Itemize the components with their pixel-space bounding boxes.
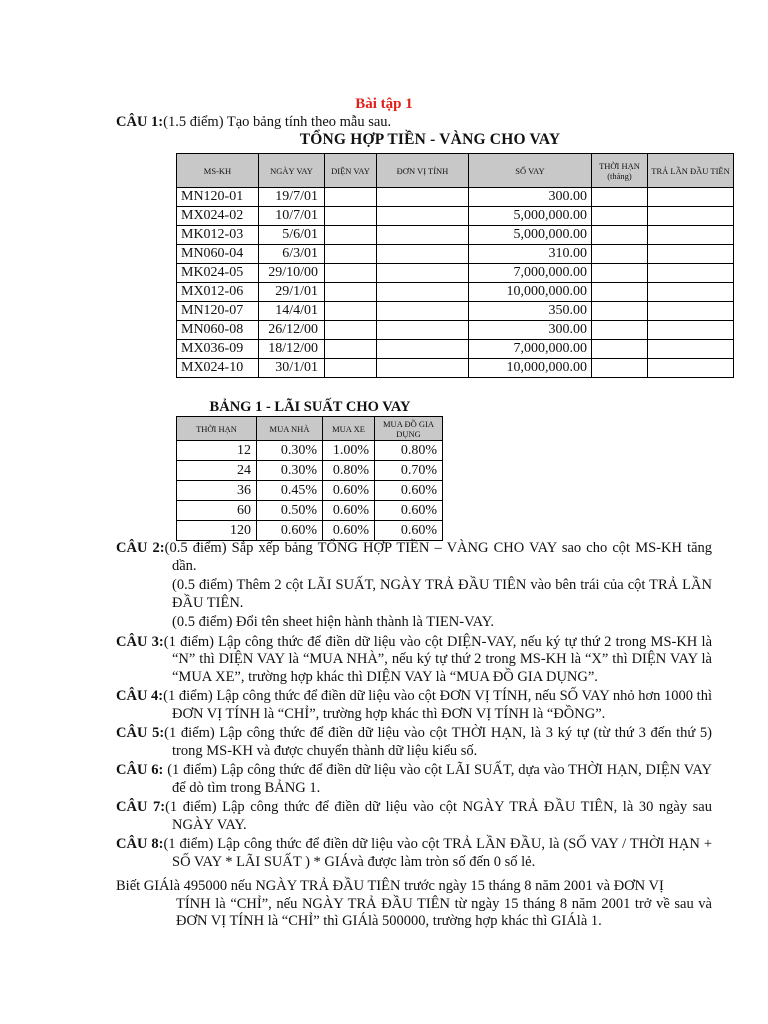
ms-kh-cell: MX024-10 xyxy=(177,359,259,378)
thoi-han-cell xyxy=(592,359,648,378)
ngay-vay-cell: 26/12/00 xyxy=(259,321,325,340)
question-4-text: (1 điểm) Lập công thức để điền dữ liệu vào cột ĐƠN VỊ TÍNH, nếu SỐ VAY nhỏ hơn 1000 thì ĐƠN VỊ TÍNH là “CHỈ”, trường hợp khác thì ĐƠN VỊ TÍNH là “ĐỒNG”. xyxy=(163,688,712,722)
mua-nha-cell: 0.50% xyxy=(257,501,323,521)
question-2-label: CÂU 2: xyxy=(116,540,165,556)
so-vay-cell: 5,000,000.00 xyxy=(469,207,592,226)
dien-vay-cell xyxy=(325,264,377,283)
dien-vay-cell xyxy=(325,340,377,359)
question-1 xyxy=(116,114,391,131)
thoi-han-cell: 120 xyxy=(177,521,257,541)
don-vi-tinh-cell xyxy=(377,321,469,340)
price-note xyxy=(116,878,712,931)
header-don-vi-tinh: ĐƠN VỊ TÍNH xyxy=(377,154,469,188)
thoi-han-cell: 60 xyxy=(177,501,257,521)
ms-kh-cell: MK024-05 xyxy=(177,264,259,283)
dien-vay-cell xyxy=(325,226,377,245)
question-5 xyxy=(116,725,712,760)
don-vi-tinh-cell xyxy=(377,207,469,226)
question-2-text: (0.5 điểm) Sắp xếp bảng TỔNG HỢP TIỀN – VÀNG CHO VAY sao cho cột MS-KH tăng dần. xyxy=(164,540,713,574)
questions-body xyxy=(116,540,712,873)
ms-kh-cell: MX036-09 xyxy=(177,340,259,359)
tra-lan-dau-cell xyxy=(648,226,734,245)
tra-lan-dau-cell xyxy=(648,283,734,302)
thoi-han-cell xyxy=(592,302,648,321)
mua-nha-cell: 0.45% xyxy=(257,481,323,501)
thoi-han-cell xyxy=(592,321,648,340)
question-8-label: CÂU 8: xyxy=(116,836,164,852)
mua-nha-cell: 0.60% xyxy=(257,521,323,541)
header-ngay-vay: NGÀY VAY xyxy=(259,154,325,188)
don-vi-tinh-cell xyxy=(377,188,469,207)
don-vi-tinh-cell xyxy=(377,226,469,245)
rate-row xyxy=(177,461,443,481)
tra-lan-dau-cell xyxy=(648,302,734,321)
question-3 xyxy=(116,634,712,687)
question-3-label: CÂU 3: xyxy=(116,633,164,650)
mua-xe-cell: 0.80% xyxy=(323,461,375,481)
loan-summary-table xyxy=(176,153,734,378)
header-ms-kh: MS-KH xyxy=(177,154,259,188)
ms-kh-cell: MN060-04 xyxy=(177,245,259,264)
mua-do-gia-dung-cell: 0.60% xyxy=(375,521,443,541)
table-row xyxy=(177,283,734,302)
mua-xe-cell: 0.60% xyxy=(323,481,375,501)
thoi-han-cell xyxy=(592,207,648,226)
table-row xyxy=(177,188,734,207)
ngay-vay-cell: 6/3/01 xyxy=(259,245,325,264)
ngay-vay-cell: 5/6/01 xyxy=(259,226,325,245)
ngay-vay-cell: 19/7/01 xyxy=(259,188,325,207)
dien-vay-cell xyxy=(325,302,377,321)
tra-lan-dau-cell xyxy=(648,188,734,207)
question-7-label: CÂU 7: xyxy=(116,799,166,815)
question-4-label: CÂU 4: xyxy=(116,688,164,704)
header-dien-vay: DIỆN VAY xyxy=(325,154,377,188)
mua-xe-cell: 0.60% xyxy=(323,521,375,541)
mua-do-gia-dung-cell: 0.60% xyxy=(375,501,443,521)
tra-lan-dau-cell xyxy=(648,264,734,283)
table-row xyxy=(177,264,734,283)
rate-table-title: BẢNG 1 - LÃI SUẤT CHO VAY xyxy=(209,399,411,415)
question-8 xyxy=(116,836,712,871)
mua-do-gia-dung-cell: 0.80% xyxy=(375,441,443,461)
table-row xyxy=(177,245,734,264)
header-so-vay: SỐ VAY xyxy=(469,154,592,188)
mua-nha-cell: 0.30% xyxy=(257,441,323,461)
rate-header-thoi-han: THỜI HẠN xyxy=(177,417,257,441)
don-vi-tinh-cell xyxy=(377,264,469,283)
mua-xe-cell: 0.60% xyxy=(323,501,375,521)
thoi-han-cell xyxy=(592,245,648,264)
ngay-vay-cell: 10/7/01 xyxy=(259,207,325,226)
dien-vay-cell xyxy=(325,321,377,340)
question-5-text: (1 điểm) Lập công thức để điền dữ liệu vào cột THỜI HẠN, là 3 ký tự (từ thứ 3 đến thứ 5) trong MS-KH và được chuyển thành dữ liệu kiểu số. xyxy=(164,725,712,759)
question-1-text: (1.5 điểm) Tạo bảng tính theo mẫu sau. xyxy=(163,114,392,130)
dien-vay-cell xyxy=(325,359,377,378)
rate-header-mua-do-gia-dung: MUA ĐỒ GIA DỤNG xyxy=(375,417,443,441)
thoi-han-cell: 36 xyxy=(177,481,257,501)
question-2-sub-2: (0.5 điểm) Đổi tên sheet hiện hành thành là TIEN-VAY. xyxy=(172,614,495,630)
mua-do-gia-dung-cell: 0.70% xyxy=(375,461,443,481)
question-4 xyxy=(116,688,712,723)
table-row xyxy=(177,207,734,226)
mua-do-gia-dung-cell: 0.60% xyxy=(375,481,443,501)
tra-lan-dau-cell xyxy=(648,207,734,226)
mua-xe-cell: 1.00% xyxy=(323,441,375,461)
ngay-vay-cell: 29/1/01 xyxy=(259,283,325,302)
question-8-text: (1 điểm) Lập công thức để điền dữ liệu vào cột TRẢ LẦN ĐẦU, là (SỐ VAY / THỜI HẠN + SỐ VAY * LÃI SUẤT ) * GIÁvà được làm tròn số đến 0 số lẻ. xyxy=(163,836,712,870)
rate-row xyxy=(177,501,443,521)
don-vi-tinh-cell xyxy=(377,245,469,264)
ngay-vay-cell: 30/1/01 xyxy=(259,359,325,378)
so-vay-cell: 10,000,000.00 xyxy=(469,359,592,378)
rate-header-mua-xe: MUA XE xyxy=(323,417,375,441)
price-note-rest: TÍNH là “CHỈ”, nếu NGÀY TRẢ ĐẦU TIÊN từ ngày 15 tháng 8 năm 2001 trở về sau và ĐƠN VỊ TÍNH là “CHỈ” thì GIÁlà 500000, trường hợp khác thì GIÁlà 1. xyxy=(176,895,712,929)
header-thoi-han: THỜI HẠN (tháng) xyxy=(592,154,648,188)
thoi-han-cell xyxy=(592,264,648,283)
so-vay-cell: 310.00 xyxy=(469,245,592,264)
tra-lan-dau-cell xyxy=(648,321,734,340)
table-row xyxy=(177,340,734,359)
ms-kh-cell: MX024-02 xyxy=(177,207,259,226)
rate-row xyxy=(177,521,443,541)
thoi-han-cell xyxy=(592,340,648,359)
tra-lan-dau-cell xyxy=(648,245,734,264)
ms-kh-cell: MN060-08 xyxy=(177,321,259,340)
rate-header-row xyxy=(177,417,443,441)
dien-vay-cell xyxy=(325,245,377,264)
question-1-label: CÂU 1: xyxy=(116,114,164,130)
interest-rate-table xyxy=(176,416,443,541)
don-vi-tinh-cell xyxy=(377,302,469,321)
so-vay-cell: 7,000,000.00 xyxy=(469,340,592,359)
ms-kh-cell: MN120-07 xyxy=(177,302,259,321)
so-vay-cell: 300.00 xyxy=(469,321,592,340)
price-note-line-1: Biết GIÁlà 495000 nếu NGÀY TRẢ ĐẦU TIÊN trước ngày 15 tháng 8 năm 2001 và ĐƠN VỊ xyxy=(116,878,664,894)
question-2 xyxy=(116,540,712,575)
dien-vay-cell xyxy=(325,283,377,302)
question-3-text: (1 điểm) Lập công thức để điền dữ liệu vào cột DIỆN-VAY, nếu ký tự thứ 2 trong MS-KH là “N” thì DIỆN VAY là “MUA NHÀ”, nếu ký tự thứ 2 trong MS-KH là “X” thì DIỆN VAY là “MUA XE”, trường hợp khác thì DIỆN VAY là “MUA ĐỒ GIA DỤNG”. xyxy=(163,633,713,685)
thoi-han-cell xyxy=(592,188,648,207)
question-6-label: CÂU 6: xyxy=(116,762,164,778)
rate-header-mua-nha: MUA NHÀ xyxy=(257,417,323,441)
table-row xyxy=(177,359,734,378)
ngay-vay-cell: 14/4/01 xyxy=(259,302,325,321)
thoi-han-cell: 12 xyxy=(177,441,257,461)
ngay-vay-cell: 29/10/00 xyxy=(259,264,325,283)
ngay-vay-cell: 18/12/00 xyxy=(259,340,325,359)
question-6-text: (1 điểm) Lập công thức để điền dữ liệu vào cột LÃI SUẤT, dựa vào THỜI HẠN, DIỆN VAY để dò tìm trong BẢNG 1. xyxy=(163,762,712,796)
rate-row xyxy=(177,441,443,461)
don-vi-tinh-cell xyxy=(377,283,469,302)
question-7-text: (1 điểm) Lập công thức để điền dữ liệu vào cột NGÀY TRẢ ĐẦU TIÊN, là 30 ngày sau NGÀY VAY. xyxy=(165,799,712,833)
don-vi-tinh-cell xyxy=(377,359,469,378)
table-row xyxy=(177,321,734,340)
header-tra-lan-dau: TRẢ LẦN ĐẦU TIÊN xyxy=(648,154,734,188)
rate-row xyxy=(177,481,443,501)
ms-kh-cell: MK012-03 xyxy=(177,226,259,245)
question-6 xyxy=(116,762,712,797)
so-vay-cell: 5,000,000.00 xyxy=(469,226,592,245)
mua-nha-cell: 0.30% xyxy=(257,461,323,481)
exercise-title: Bài tập 1 xyxy=(355,96,413,112)
ms-kh-cell: MX012-06 xyxy=(177,283,259,302)
question-2-sub-1: (0.5 điểm) Thêm 2 cột LÃI SUẤT, NGÀY TRẢ ĐẦU TIÊN vào bên trái của cột TRẢ LẦN ĐẦU TIÊN. xyxy=(172,577,712,611)
table-row xyxy=(177,302,734,321)
so-vay-cell: 7,000,000.00 xyxy=(469,264,592,283)
ms-kh-cell: MN120-01 xyxy=(177,188,259,207)
so-vay-cell: 10,000,000.00 xyxy=(469,283,592,302)
don-vi-tinh-cell xyxy=(377,340,469,359)
thoi-han-cell xyxy=(592,283,648,302)
thoi-han-cell xyxy=(592,226,648,245)
question-7 xyxy=(116,799,712,834)
table-row xyxy=(177,226,734,245)
dien-vay-cell xyxy=(325,188,377,207)
dien-vay-cell xyxy=(325,207,377,226)
thoi-han-cell: 24 xyxy=(177,461,257,481)
question-5-label: CÂU 5: xyxy=(116,725,165,741)
main-table-title: TỔNG HỢP TIỀN - VÀNG CHO VAY xyxy=(299,131,561,148)
so-vay-cell: 300.00 xyxy=(469,188,592,207)
table-header-row xyxy=(177,154,734,188)
tra-lan-dau-cell xyxy=(648,359,734,378)
so-vay-cell: 350.00 xyxy=(469,302,592,321)
tra-lan-dau-cell xyxy=(648,340,734,359)
